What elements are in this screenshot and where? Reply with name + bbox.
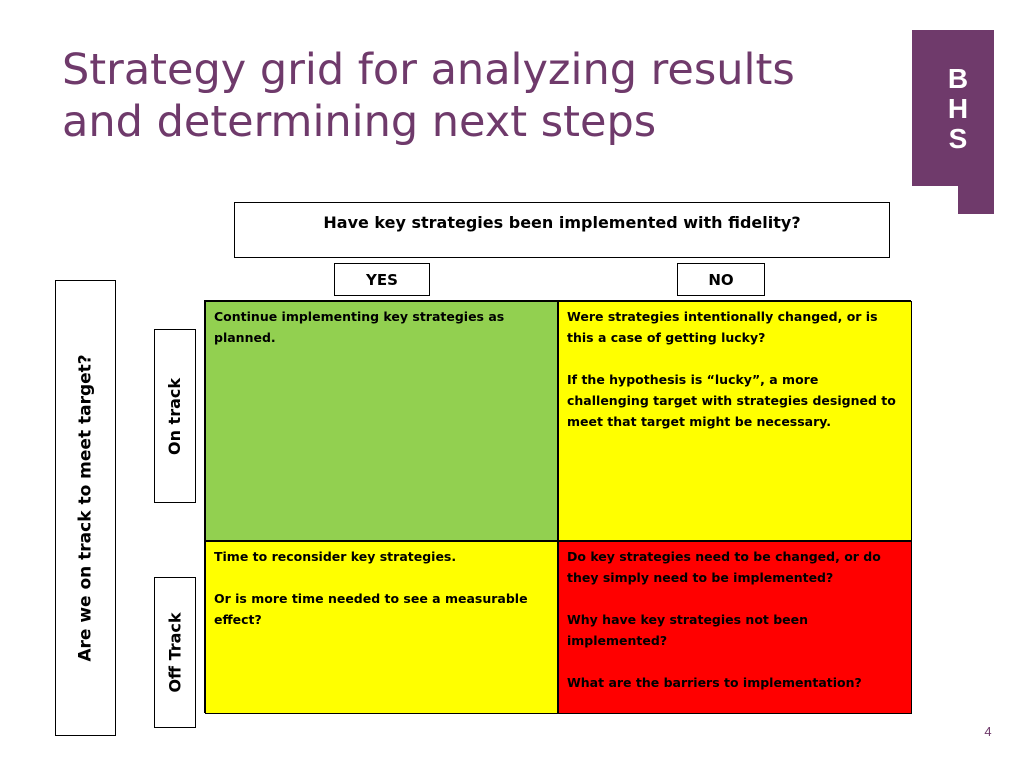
- strategy-grid: [204, 300, 911, 713]
- cell-text: Continue implementing key strategies as planned.: [214, 309, 505, 345]
- row-header-off-track-label: Off Track: [165, 612, 185, 693]
- cell-off-track-yes: [205, 541, 558, 714]
- logo-notch: [912, 186, 958, 214]
- bhs-logo: [912, 30, 994, 214]
- cell-on-track-no: [558, 301, 912, 541]
- column-header-no: NO: [677, 263, 765, 296]
- logo-letter: H: [947, 93, 969, 124]
- row-header-on-track: [154, 329, 196, 503]
- row-question-box: [55, 280, 116, 736]
- cell-off-track-no: [558, 541, 912, 714]
- logo-letter: B: [947, 63, 969, 94]
- cell-on-track-yes: [205, 301, 558, 541]
- cell-text: Time to reconsider key strategies.: [214, 549, 457, 564]
- column-header-yes: YES: [334, 263, 430, 296]
- cell-text: If the hypothesis is “lucky”, a more challenging target with strategies designed to meet that target might be necessary.: [567, 372, 896, 429]
- row-header-off-track: [154, 577, 196, 728]
- column-question-box: Have key strategies been implemented with fidelity?: [234, 202, 890, 258]
- cell-text: Why have key strategies not been implemented?: [567, 612, 809, 648]
- slide-title-line-1: Strategy grid for analyzing results: [62, 45, 795, 95]
- logo-letter: S: [948, 123, 968, 154]
- logo-letters: [936, 64, 980, 154]
- slide-title-line-2: and determining next steps: [62, 97, 657, 147]
- cell-text: Were strategies intentionally changed, or is this a case of getting lucky?: [567, 309, 878, 345]
- page-number: 4: [984, 724, 992, 739]
- cell-text: What are the barriers to implementation?: [567, 675, 862, 690]
- row-question-text: Are we on track to meet target?: [75, 354, 96, 662]
- row-header-on-track-label: On track: [165, 377, 185, 455]
- slide-title: [62, 44, 862, 148]
- cell-text: Or is more time needed to see a measurable effect?: [214, 591, 528, 627]
- cell-text: Do key strategies need to be changed, or do they simply need to be implemented?: [567, 549, 881, 585]
